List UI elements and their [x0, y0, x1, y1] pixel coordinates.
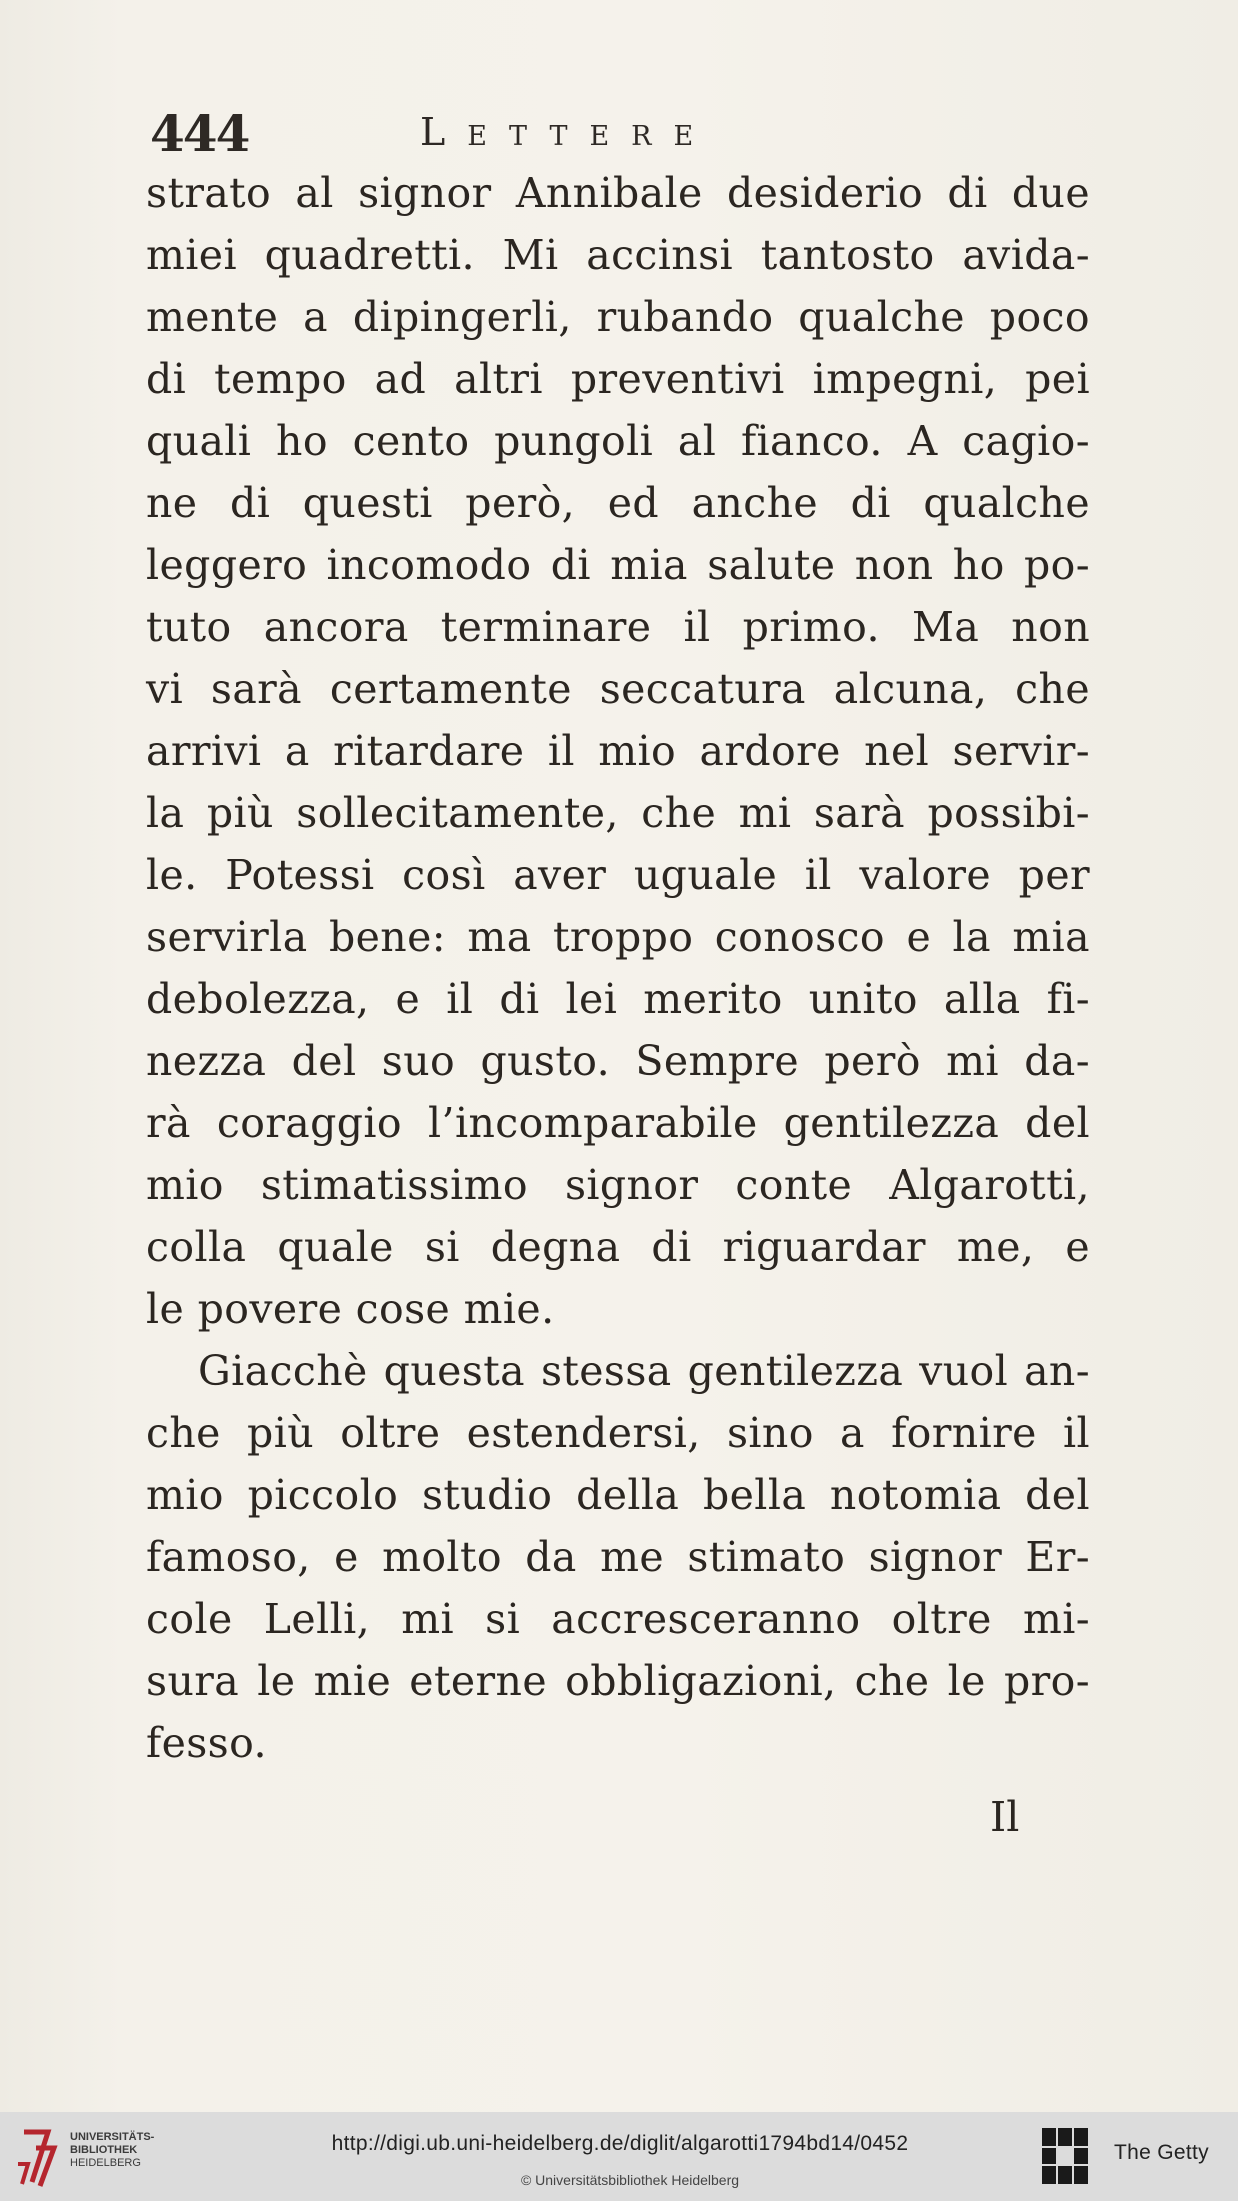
page-number: 444	[150, 104, 249, 163]
partner-name: The Getty	[1114, 2141, 1209, 2164]
text-line: quali ho cento pungoli al fianco. A cagio-	[146, 417, 1090, 465]
text-line: ne di questi però, ed anche di qualche	[146, 479, 1090, 527]
library-name-line: BIBLIOTHEK	[70, 2144, 138, 2156]
catchword: Il	[990, 1793, 1020, 1841]
text-line: strato al signor Annibale desiderio di due	[146, 169, 1090, 217]
university-library-logo-icon[interactable]	[14, 2124, 64, 2190]
text-line: le povere cose mie.	[146, 1285, 555, 1333]
text-line: Giacchè questa stessa gentilezza vuol an-	[198, 1347, 1090, 1395]
permalink-url[interactable]: http://digi.ub.uni-heidelberg.de/diglit/algarotti1794bd14/0452	[331, 2132, 909, 2155]
page-header	[150, 104, 1090, 164]
running-title: Lettere	[420, 110, 716, 154]
getty-logo-icon[interactable]	[1040, 2126, 1090, 2186]
text-line: colla quale si degna di riguardar me, e	[146, 1223, 1090, 1271]
text-line: che più oltre estendersi, sino a fornire il	[146, 1409, 1090, 1457]
university-library-name	[70, 2131, 154, 2170]
text-line: debolezza, e il di lei merito unito alla fi-	[146, 975, 1090, 1023]
text-line: miei quadretti. Mi accinsi tantosto avida-	[146, 231, 1090, 279]
text-line: famoso, e molto da me stimato signor Er-	[146, 1533, 1090, 1581]
text-line: servirla bene: ma troppo conosco e la mia	[146, 913, 1090, 961]
text-line: di tempo ad altri preventivi impegni, pei	[146, 355, 1090, 403]
text-line: la più sollecitamente, che mi sarà possibi-	[146, 789, 1090, 837]
text-line: tuto ancora terminare il primo. Ma non	[146, 603, 1090, 651]
text-line: mente a dipingerli, rubando qualche poco	[146, 293, 1090, 341]
text-line: arrivi a ritardare il mio ardore nel servir-	[146, 727, 1090, 775]
library-name-line: UNIVERSITÄTS-	[70, 2131, 155, 2143]
text-line: mio stimatissimo signor conte Algarotti,	[146, 1161, 1090, 1209]
text-line: vi sarà certamente seccatura alcuna, che	[146, 665, 1090, 713]
footer-bar	[0, 2112, 1238, 2201]
text-line: rà coraggio l’incomparabile gentilezza del	[146, 1099, 1090, 1147]
text-line: le. Potessi così aver uguale il valore per	[146, 851, 1090, 899]
body-text	[146, 162, 1090, 1774]
library-name-line: HEIDELBERG	[70, 2157, 141, 2169]
text-line: sura le mie eterne obbligazioni, che le pro-	[146, 1657, 1090, 1705]
text-line: cole Lelli, mi si accresceranno oltre mi-	[146, 1595, 1090, 1643]
copyright-notice: © Universitätsbibliothek Heidelberg	[520, 2172, 740, 2188]
text-line: fesso.	[146, 1719, 267, 1767]
text-line: leggero incomodo di mia salute non ho po-	[146, 541, 1090, 589]
text-line: mio piccolo studio della bella notomia del	[146, 1471, 1090, 1519]
text-line: nezza del suo gusto. Sempre però mi da-	[146, 1037, 1090, 1085]
